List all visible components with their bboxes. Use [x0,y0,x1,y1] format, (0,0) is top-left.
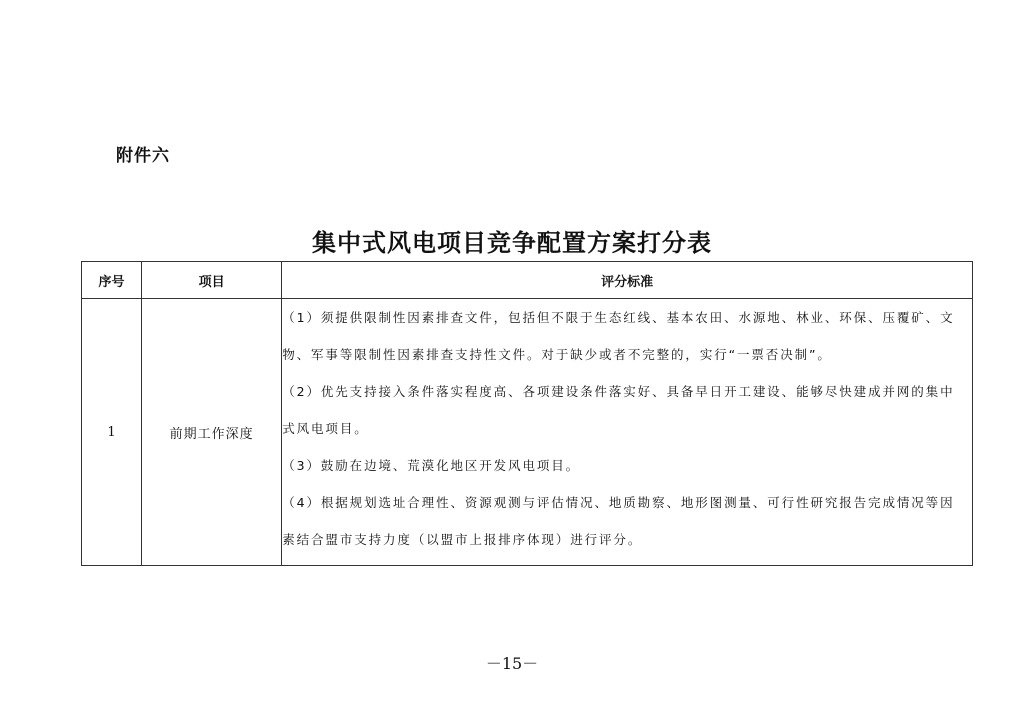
table-header-row [82,262,973,299]
criteria-line: （3）鼓励在边境、荒漠化地区开发风电项目。 [282,458,581,473]
header-seq: 序号 [82,262,142,299]
header-criteria: 评分标准 [282,262,973,299]
table-row [82,299,973,566]
criteria-line: （4）根据规划选址合理性、资源观测与评估情况、地质勘察、地形图测量、可行性研究报告完成情况等因 [282,495,955,510]
row-criteria [282,299,973,566]
criteria-line: （1）须提供限制性因素排查文件，包括但不限于生态红线、基本农田、水源地、林业、环保、压覆矿、文 [282,310,955,325]
header-item: 项目 [142,262,282,299]
row-seq: 1 [82,299,142,566]
attachment-label: 附件六 [116,146,170,166]
criteria-line: 式风电项目。 [282,421,369,436]
criteria-line: （2）优先支持接入条件落实程度高、各项建设条件落实好、具备早日开工建设、能够尽快建成并网的集中 [282,384,955,399]
criteria-line: 素结合盟市支持力度（以盟市上报排序体现）进行评分。 [282,532,643,547]
page-title: 集中式风电项目竞争配置方案打分表 [312,228,712,257]
row-item: 前期工作深度 [142,299,282,566]
criteria-line: 物、军事等限制性因素排查支持性文件。对于缺少或者不完整的，实行“一票否决制”。 [282,347,832,362]
page-number: －15－ [485,654,539,673]
scoring-table [81,261,973,566]
